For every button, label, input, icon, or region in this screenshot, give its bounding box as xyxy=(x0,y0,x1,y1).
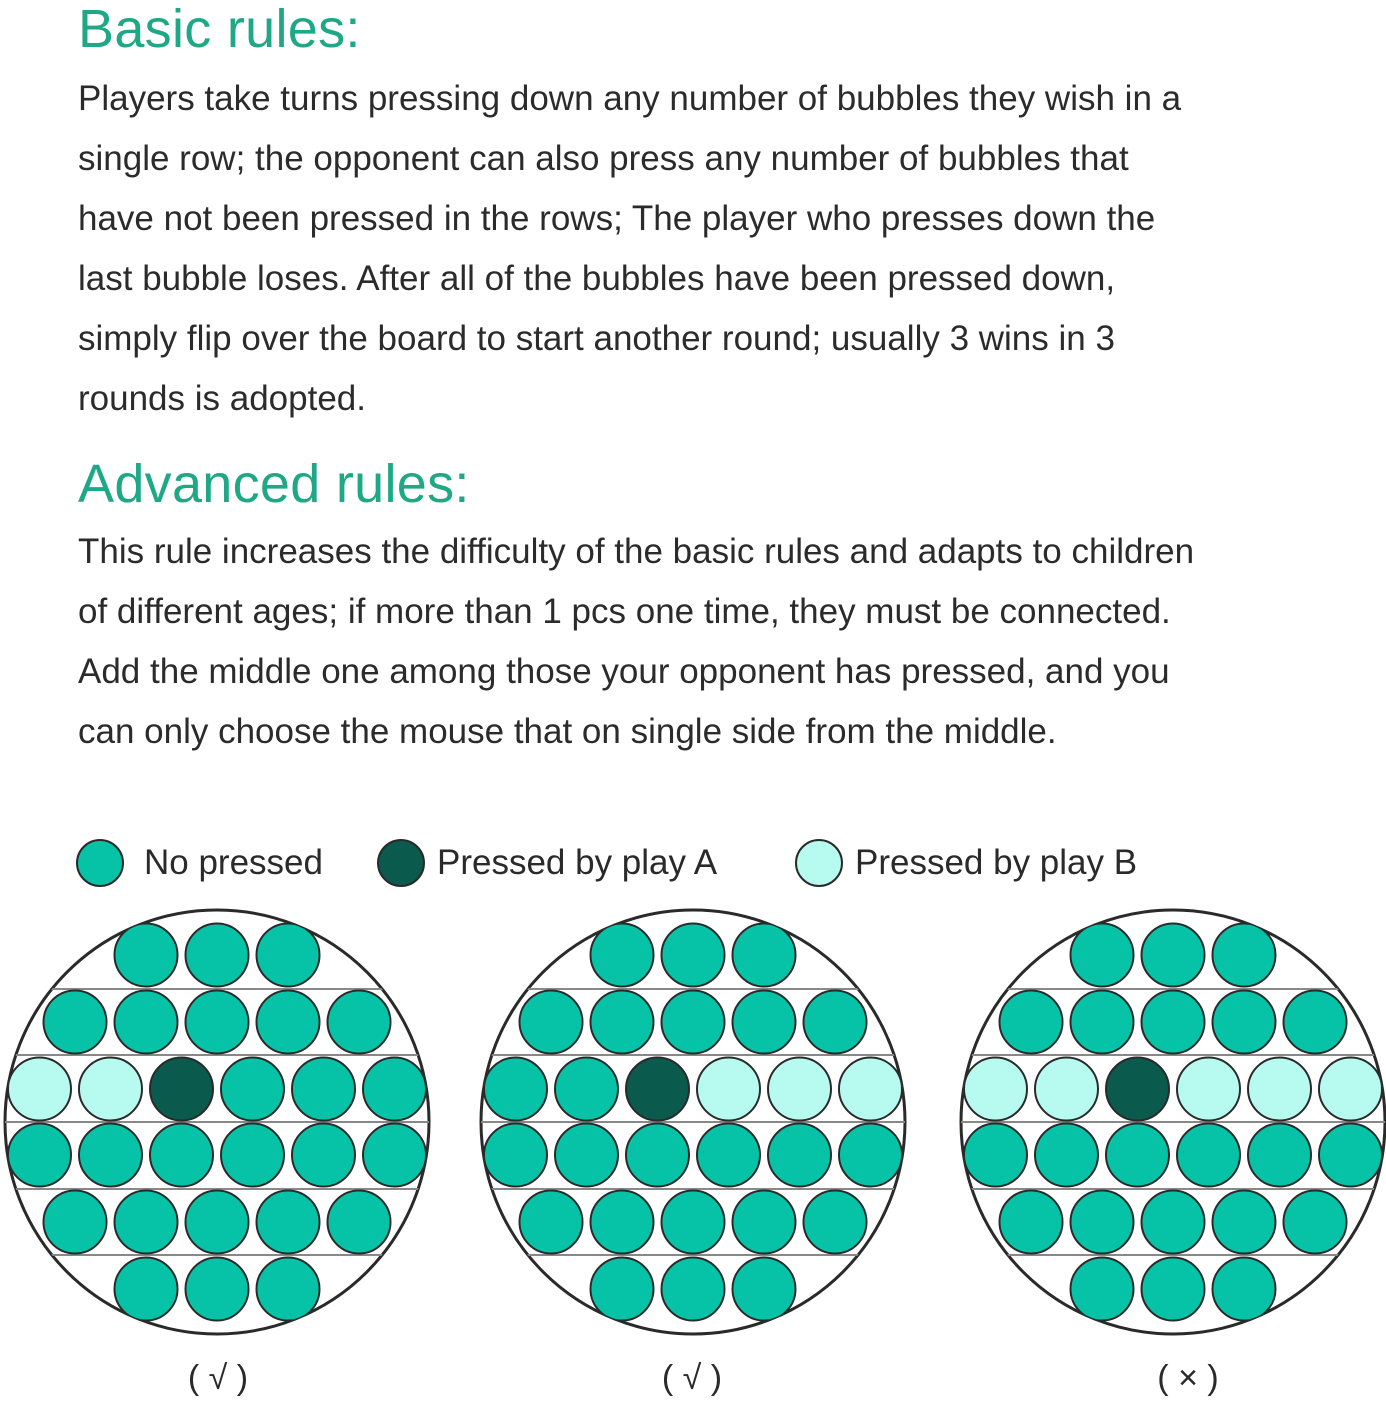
basic-rules-heading: Basic rules: xyxy=(78,0,361,59)
bubble[interactable] xyxy=(591,991,654,1054)
bubble[interactable] xyxy=(150,1058,213,1121)
bubble[interactable] xyxy=(328,1191,391,1254)
bubble[interactable] xyxy=(1284,1191,1347,1254)
bubble[interactable] xyxy=(1035,1058,1098,1121)
bubble[interactable] xyxy=(186,1191,249,1254)
legend-label: Pressed by play B xyxy=(855,843,1138,882)
bubble[interactable] xyxy=(186,924,249,987)
bubble[interactable] xyxy=(115,991,178,1054)
bubble[interactable] xyxy=(1071,1258,1134,1321)
bubble-board xyxy=(481,910,905,1334)
bubble[interactable] xyxy=(1319,1124,1382,1187)
bubble[interactable] xyxy=(804,1191,867,1254)
bubble[interactable] xyxy=(257,991,320,1054)
bubble[interactable] xyxy=(484,1058,547,1121)
bubble[interactable] xyxy=(626,1058,689,1121)
bubble[interactable] xyxy=(1213,924,1276,987)
bubble[interactable] xyxy=(662,991,725,1054)
bubble[interactable] xyxy=(697,1124,760,1187)
bubble[interactable] xyxy=(150,1124,213,1187)
bubble[interactable] xyxy=(964,1124,1027,1187)
bubble[interactable] xyxy=(257,1191,320,1254)
bubble[interactable] xyxy=(257,1258,320,1321)
bubble[interactable] xyxy=(221,1124,284,1187)
bubble[interactable] xyxy=(115,1258,178,1321)
legend-label: Pressed by play A xyxy=(437,843,718,882)
bubble[interactable] xyxy=(1319,1058,1382,1121)
bubble[interactable] xyxy=(1142,1191,1205,1254)
advanced-rules-text: This rule increases the difficulty of the basic rules and adapts to children of different ages; if more than 1 pcs one time, they must be connected. Add the middle one among those your opponent has pressed, and you can only choose the mouse that on single side from the middle. xyxy=(78,532,1195,751)
bubble[interactable] xyxy=(1000,991,1063,1054)
verdict-label: ( × ) xyxy=(1157,1359,1219,1397)
bubble[interactable] xyxy=(839,1124,902,1187)
bubble[interactable] xyxy=(186,991,249,1054)
bubble[interactable] xyxy=(363,1058,426,1121)
bubble[interactable] xyxy=(733,1258,796,1321)
bubble[interactable] xyxy=(292,1124,355,1187)
bubble[interactable] xyxy=(1071,924,1134,987)
bubble[interactable] xyxy=(1071,1191,1134,1254)
bubble[interactable] xyxy=(768,1124,831,1187)
bubble[interactable] xyxy=(115,1191,178,1254)
bubble[interactable] xyxy=(8,1058,71,1121)
bubble-board xyxy=(5,910,429,1334)
verdict-label: ( √ ) xyxy=(661,1359,723,1397)
bubble[interactable] xyxy=(79,1124,142,1187)
bubble[interactable] xyxy=(1248,1124,1311,1187)
bubble[interactable] xyxy=(1035,1124,1098,1187)
advanced-rules-heading: Advanced rules: xyxy=(78,454,470,514)
bubble[interactable] xyxy=(363,1124,426,1187)
bubble[interactable] xyxy=(1071,991,1134,1054)
bubble[interactable] xyxy=(328,991,391,1054)
bubble[interactable] xyxy=(1000,1191,1063,1254)
bubble[interactable] xyxy=(1213,991,1276,1054)
bubble[interactable] xyxy=(733,1191,796,1254)
bubble[interactable] xyxy=(292,1058,355,1121)
bubble[interactable] xyxy=(1213,1258,1276,1321)
bubble[interactable] xyxy=(964,1058,1027,1121)
bubble[interactable] xyxy=(1142,1258,1205,1321)
bubble[interactable] xyxy=(626,1124,689,1187)
bubble[interactable] xyxy=(1177,1124,1240,1187)
bubble[interactable] xyxy=(186,1258,249,1321)
bubble[interactable] xyxy=(555,1058,618,1121)
bubble[interactable] xyxy=(662,1191,725,1254)
bubble[interactable] xyxy=(1177,1058,1240,1121)
bubble[interactable] xyxy=(804,991,867,1054)
basic-rules-text: Players take turns pressing down any number of bubbles they wish in a single row; the opponent can also press any number of bubbles that have not been pressed in the rows; The player who presses down the last bubble loses. After all of the bubbles have been pressed down, simply flip over the board to start another round; usually 3 wins in 3 rounds is adopted. xyxy=(78,79,1182,418)
bubble-board xyxy=(961,910,1385,1334)
bubble[interactable] xyxy=(662,1258,725,1321)
bubble[interactable] xyxy=(733,991,796,1054)
bubble[interactable] xyxy=(591,1258,654,1321)
bubble[interactable] xyxy=(115,924,178,987)
bubble[interactable] xyxy=(1106,1058,1169,1121)
bubble[interactable] xyxy=(733,924,796,987)
bubble[interactable] xyxy=(591,924,654,987)
bubble[interactable] xyxy=(768,1058,831,1121)
verdict-label: ( √ ) xyxy=(187,1359,249,1397)
bubble[interactable] xyxy=(484,1124,547,1187)
bubble[interactable] xyxy=(8,1124,71,1187)
bubble[interactable] xyxy=(662,924,725,987)
bubble[interactable] xyxy=(520,1191,583,1254)
bubble[interactable] xyxy=(697,1058,760,1121)
bubble[interactable] xyxy=(1284,991,1347,1054)
bubble[interactable] xyxy=(44,1191,107,1254)
bubble[interactable] xyxy=(555,1124,618,1187)
legend-label: No pressed xyxy=(144,843,323,882)
bubble[interactable] xyxy=(1213,1191,1276,1254)
bubble[interactable] xyxy=(1106,1124,1169,1187)
bubble[interactable] xyxy=(520,991,583,1054)
bubble[interactable] xyxy=(1248,1058,1311,1121)
bubble[interactable] xyxy=(1142,924,1205,987)
bubble[interactable] xyxy=(1142,991,1205,1054)
bubble[interactable] xyxy=(44,991,107,1054)
bubble[interactable] xyxy=(839,1058,902,1121)
bubble[interactable] xyxy=(221,1058,284,1121)
bubble[interactable] xyxy=(591,1191,654,1254)
bubble[interactable] xyxy=(257,924,320,987)
bubble[interactable] xyxy=(79,1058,142,1121)
